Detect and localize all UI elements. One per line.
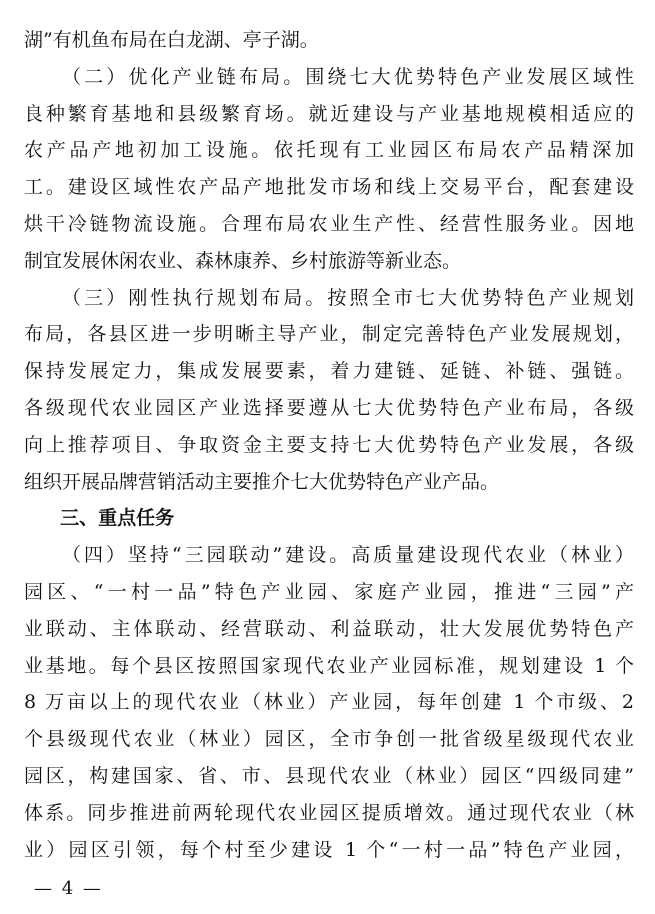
text-line: 布局，各县区进一步明晰主导产业，制定完善特色产业发展规划， <box>24 323 634 346</box>
text-line: （三）刚性执行规划布局。按照全市七大优势特色产业规划 <box>62 286 634 309</box>
text-line: 农产品产地初加工设施。依托现有工业园区布局农产品精深加 <box>24 139 634 162</box>
page-number: — 4 — <box>34 878 103 899</box>
text-line: （四）坚持“三园联动”建设。高质量建设现代农业（林业） <box>62 544 634 567</box>
text-line: 业基地。每个县区按照国家现代农业产业园标准，规划建设 1 个 <box>24 654 634 677</box>
text-line: 制宜发展休闲农业、森林康养、乡村旅游等新业态。 <box>24 249 462 272</box>
text-line: 8 万亩以上的现代农业（林业）产业园，每年创建 1 个市级、2 <box>24 691 634 714</box>
text-line: 保持发展定力，集成发展要素，着力建链、延链、补链、强链。 <box>24 360 634 383</box>
text-line: 湖”有机鱼布局在白龙湖、亭子湖。 <box>24 29 319 51</box>
text-line: （二）优化产业链布局。围绕七大优势特色产业发展区域性 <box>62 65 634 88</box>
text-line: 体系。同步推进前两轮现代农业园区提质增效。通过现代农业（林 <box>24 801 634 824</box>
text-line: 业）园区引领，每个村至少建设 1 个“一村一品”特色产业园， <box>24 838 634 861</box>
section-heading: 三、重点任务 <box>60 507 175 530</box>
text-line: 各级现代农业园区产业选择要遵从七大优势特色产业布局，各级 <box>24 396 634 419</box>
text-line: 工。建设区域性农产品产地批发市场和线上交易平台，配套建设 <box>24 176 634 199</box>
document-body <box>24 22 634 868</box>
text-line: 向上推荐项目、争取资金主要支持七大优势特色产业发展，各级 <box>24 433 634 456</box>
text-line: 个县级现代农业（林业）园区，全市争创一批省级星级现代农业 <box>24 728 634 751</box>
text-line: 园区、“一村一品”特色产业园、家庭产业园，推进“三园”产 <box>24 580 634 603</box>
text-line: 园区，构建国家、省、市、县现代农业（林业）园区“四级同建” <box>24 764 634 787</box>
text-line: 烘干冷链物流设施。合理布局农业生产性、经营性服务业。因地 <box>24 212 634 235</box>
text-line: 良种繁育基地和县级繁育场。就近建设与产业基地规模相适应的 <box>24 102 634 125</box>
text-line: 业联动、主体联动、经营联动、利益联动，壮大发展优势特色产 <box>24 617 634 640</box>
text-line: 组织开展品牌营销活动主要推介七大优势特色产业产品。 <box>24 470 500 493</box>
